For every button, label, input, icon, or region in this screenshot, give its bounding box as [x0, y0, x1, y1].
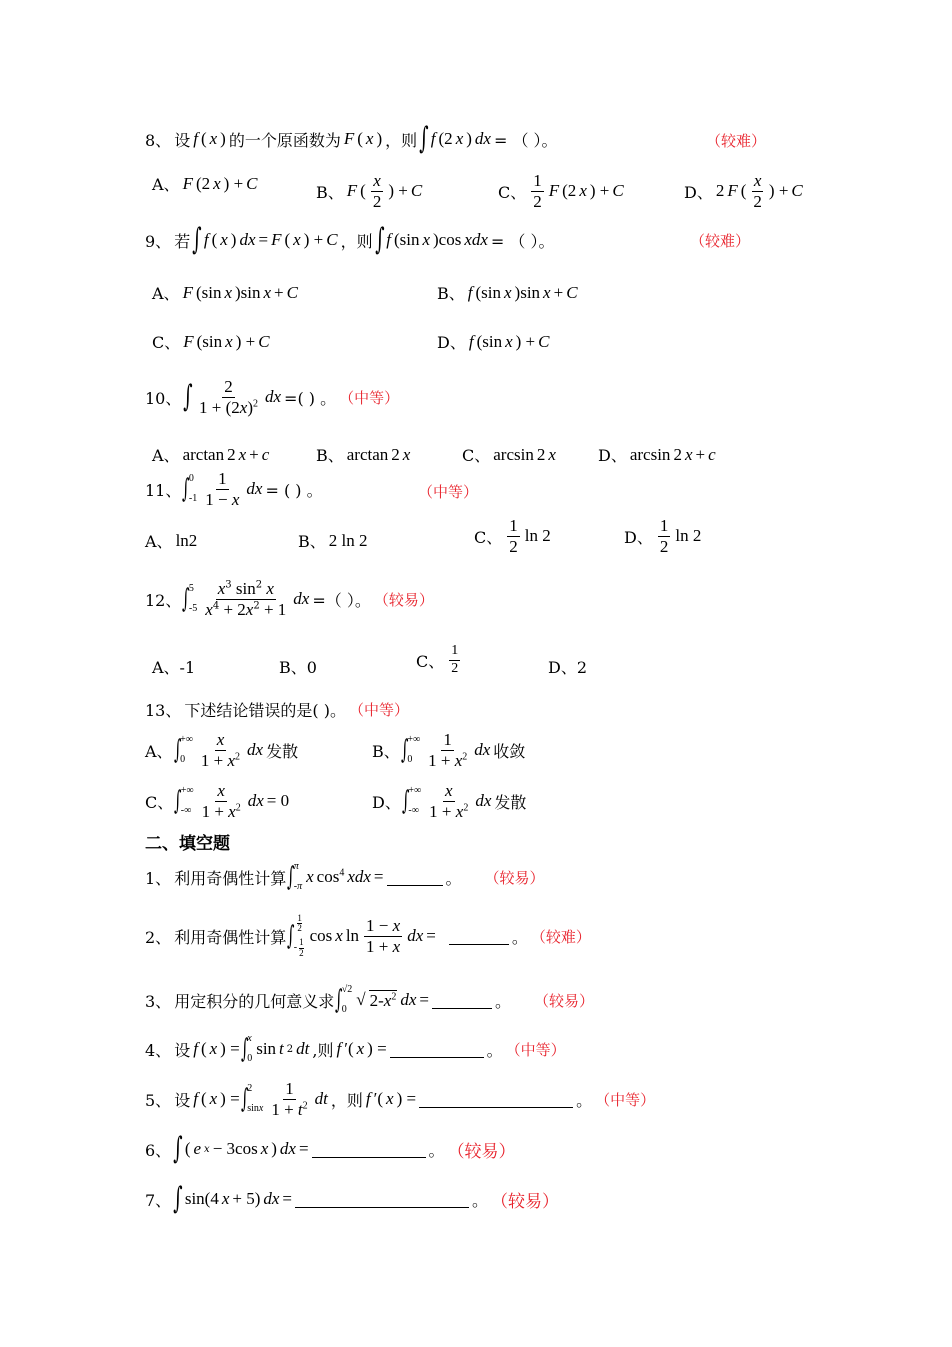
q13-option-c[interactable]: C、 ∫ +∞ -∞ $\frac{x}{1 + x^2}$ dx = 0 — [145, 781, 290, 821]
q9-option-d[interactable]: D、 f (sin x ) + C — [437, 331, 550, 352]
q9-option-b[interactable]: B、 f (sin x )sin x + C — [437, 282, 578, 303]
fill-2-level: （较难） — [530, 927, 591, 946]
q8-level: （较难） — [706, 132, 767, 150]
fill-2-blank[interactable] — [449, 928, 509, 945]
fill-5-blank[interactable] — [419, 1091, 573, 1108]
q8-option-b[interactable]: B、 F ( $\frac{x}{2}$ ) + C — [316, 171, 423, 211]
fill-3: 3、 用定积分的几何意义求 ∫ √2 0 √ $2-x^2$ dx = 。 （较易） — [145, 984, 594, 1015]
q12-stem: 12、 ∫ 5 -5 $\frac{x^3 \sin^2 x}{x^4 + 2x^2 + 1}$ dx =（ ）。 （较易） — [145, 579, 434, 619]
fill-7-level: （较易） — [491, 1191, 560, 1212]
q12-option-c[interactable]: C、 $\frac{1}{2}$ — [416, 643, 459, 676]
q10-option-c[interactable]: C、 arcsin 2 x — [462, 444, 556, 465]
q8-option-d[interactable]: D、 2 F ( $\frac{x}{2}$ ) + C — [684, 171, 803, 211]
q13-option-d[interactable]: D、 ∫ +∞ -∞ $\frac{x}{1 + x^2}$ dx 发散 — [372, 781, 527, 821]
q13-level: （中等） — [348, 701, 409, 719]
q9-level: （较难） — [690, 232, 751, 250]
q10-option-b[interactable]: B、 arctan 2 x — [316, 444, 411, 465]
q11-stem: 11、 ∫ 0 -1 $\frac{1}{1 - x}$ dx = ( ) 。 — [145, 469, 323, 509]
q9-option-c[interactable]: C、 F (sin x ) + C — [152, 331, 270, 352]
fill-1-level: （较易） — [484, 868, 545, 887]
fill-3-blank[interactable] — [432, 992, 492, 1009]
q10-level: （中等） — [339, 388, 400, 407]
fill-1: 1、 利用奇偶性计算 ∫ π -π x $\cos^4$ xdx = 。 （较易） — [145, 861, 545, 892]
q10-stem: 10、 ∫ $\frac{2}{1 + (2x)^2}$ dx =( ) 。 （中等） — [145, 377, 400, 417]
fill-6-level: （较易） — [447, 1141, 516, 1162]
fill-4-level: （中等） — [505, 1040, 566, 1059]
q10-option-d[interactable]: D、 arcsin 2 x + c — [598, 444, 716, 465]
q8-stem: 8、 设 f ( x ) 的一个原函数为 F ( x ) ，则 ∫ f (2 x ) dx = （ ）。 — [145, 121, 558, 156]
q13-stem: 13、 下述结论错误的是( )。 （中等） — [145, 701, 409, 720]
fill-4: 4、 设 f ( x ) = ∫ x 0 sin t 2 dt ,则 f ′( x ) = 。 （中等） — [145, 1033, 566, 1064]
fill-4-blank[interactable] — [390, 1041, 484, 1058]
fill-5-level: （中等） — [595, 1090, 656, 1109]
q12-option-a[interactable]: A、-1 — [152, 658, 196, 677]
q12-option-b[interactable]: B、0 — [279, 658, 317, 677]
fill-7: 7、 ∫ sin(4 x + 5) dx = 。 （较易） — [145, 1181, 560, 1216]
fill-7-blank[interactable] — [295, 1191, 469, 1208]
q10-option-a[interactable]: A、 arctan 2 x + c — [152, 444, 270, 465]
q11-option-a[interactable]: A、 ln2 — [145, 530, 198, 551]
q8-option-c[interactable]: C、 $\frac{1}{2}$ F (2 x ) + C — [498, 171, 624, 211]
q9-stem: 9、 若 ∫ f ( x ) dx = F ( x ) + C ，则 ∫ f (sin x )cos xdx = （ ）。 — [145, 222, 555, 257]
q11-option-c[interactable]: C、 $\frac{1}{2}$ ln 2 — [474, 516, 551, 556]
q8-option-a[interactable]: A、 F (2 x ) + C — [152, 173, 258, 194]
q11-option-d[interactable]: D、 $\frac{1}{2}$ ln 2 — [624, 516, 702, 556]
q12-level: （较易） — [373, 590, 434, 609]
fill-6: 6、 ∫ ( e x − 3cos x ) dx = 。 （较易） — [145, 1131, 516, 1166]
fill-1-blank[interactable] — [387, 869, 443, 886]
section-title: 二、填空题 — [145, 834, 230, 854]
q13-option-a[interactable]: A、 ∫ +∞ 0 $\frac{x}{1 + x^2}$ dx 发散 — [145, 730, 299, 770]
q9-option-a[interactable]: A、 F (sin x )sin x + C — [152, 282, 298, 303]
fill-6-blank[interactable] — [312, 1141, 426, 1158]
fill-2: 2、 利用奇偶性计算 ∫ $\frac{1}{2}$ - $\frac{1}{2}$ cos x ln $\frac{1 - x}{1 + x}$ dx = 。 （较难） — [145, 913, 591, 958]
q13-option-b[interactable]: B、 ∫ +∞ 0 $\frac{1}{1 + x^2}$ dx 收敛 — [372, 730, 526, 770]
q11-level: （中等） — [418, 483, 479, 501]
fill-3-level: （较易） — [533, 991, 594, 1010]
q11-option-b[interactable]: B、 2 ln 2 — [298, 530, 368, 551]
q12-option-d[interactable]: D、2 — [548, 658, 588, 677]
fill-5: 5、 设 f ( x ) = ∫ 2 sinx $\frac{1}{1 + t^2}$ dt ，则 f ′( x ) = 。 （中等） — [145, 1079, 656, 1119]
